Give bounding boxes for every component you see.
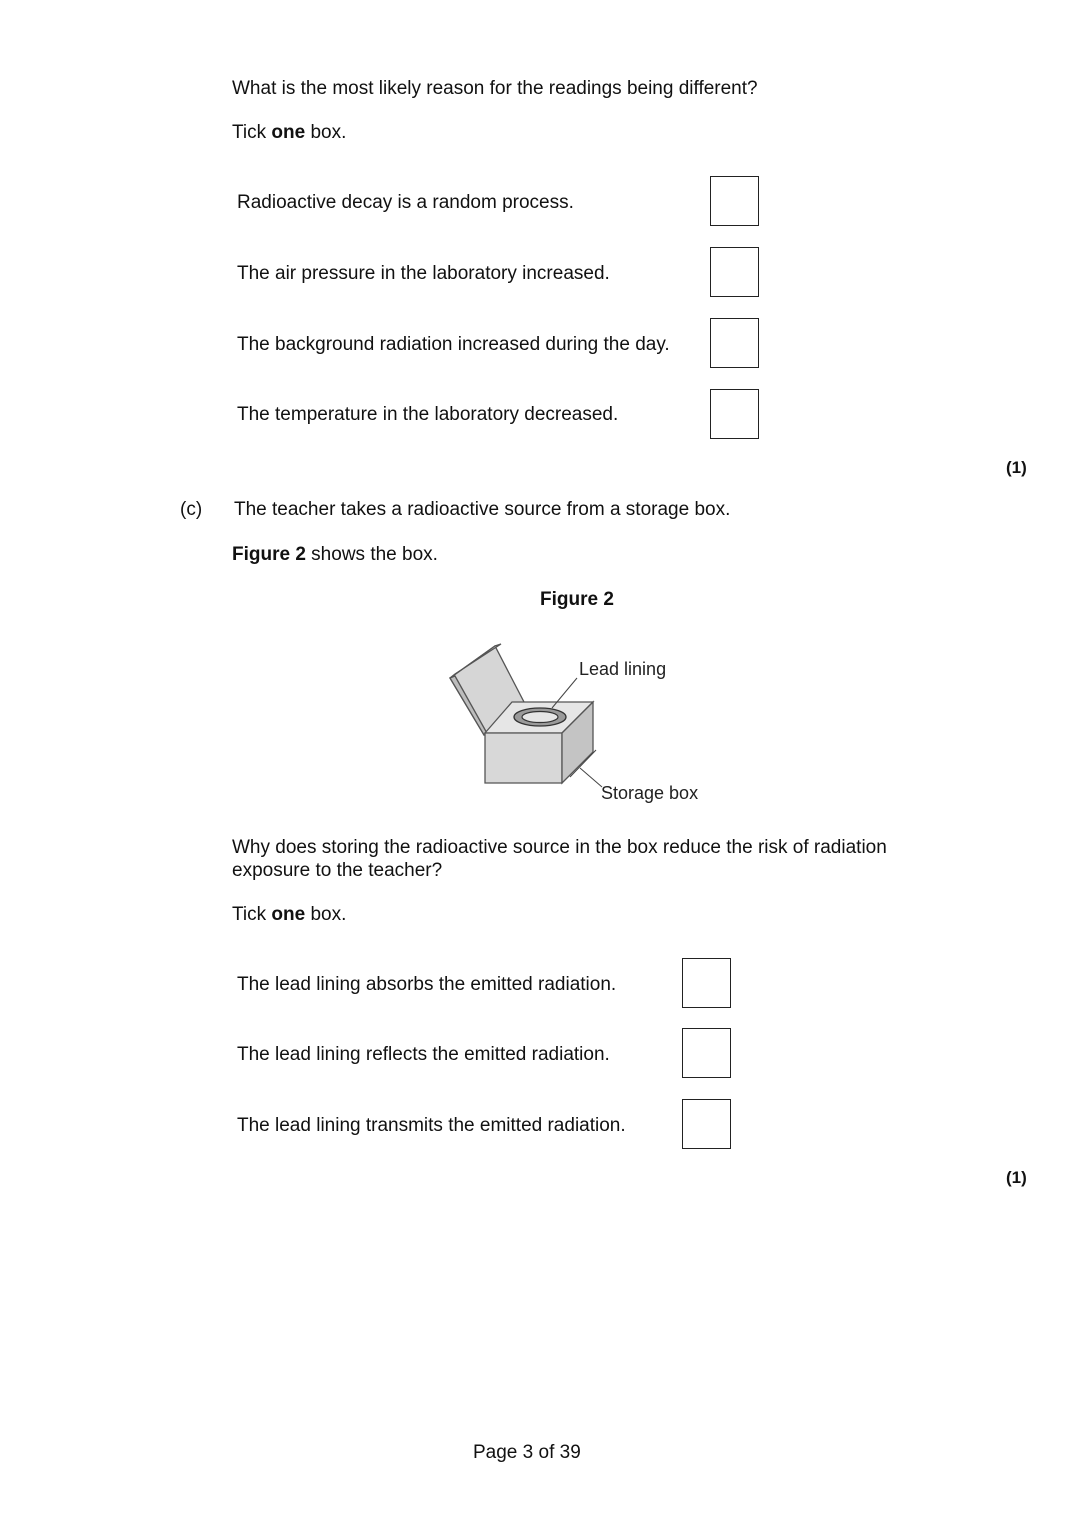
instruction-b: Tick one box. xyxy=(232,122,347,143)
figure-title: Figure 2 xyxy=(540,589,614,610)
storage-box-label: Storage box xyxy=(601,783,699,803)
marks-b: (1) xyxy=(1006,458,1027,477)
lead-lining-ring xyxy=(514,708,566,726)
instruction-c: Tick one box. xyxy=(232,904,347,925)
figure-reference: Figure 2 shows the box. xyxy=(232,544,438,565)
option-b-3-label: The background radiation increased during the day. xyxy=(237,334,670,355)
option-b-4-label: The temperature in the laboratory decreased. xyxy=(237,404,619,425)
box-leader-line xyxy=(580,768,602,787)
option-b-2-checkbox[interactable] xyxy=(710,247,759,297)
storage-box-figure xyxy=(440,640,730,815)
option-b-2-label: The air pressure in the laboratory increased. xyxy=(237,263,610,284)
option-c-1-checkbox[interactable] xyxy=(682,958,731,1008)
option-c-1-label: The lead lining absorbs the emitted radiation. xyxy=(237,974,617,995)
option-c-3-checkbox[interactable] xyxy=(682,1099,731,1149)
option-b-1-label: Radioactive decay is a random process. xyxy=(237,192,574,213)
part-c-intro: The teacher takes a radioactive source from a storage box. xyxy=(234,499,731,520)
option-b-3-checkbox[interactable] xyxy=(710,318,759,368)
option-b-4-checkbox[interactable] xyxy=(710,389,759,439)
question-c-line1: Why does storing the radioactive source in the box reduce the risk of radiation xyxy=(232,837,887,858)
page-footer: Page 3 of 39 xyxy=(473,1442,581,1463)
option-b-1-checkbox[interactable] xyxy=(710,176,759,226)
marks-c: (1) xyxy=(1006,1168,1027,1187)
question-c-line2: exposure to the teacher? xyxy=(232,860,443,881)
part-c-label: (c) xyxy=(180,499,203,520)
option-c-2-checkbox[interactable] xyxy=(682,1028,731,1078)
lead-lining-label: Lead lining xyxy=(579,659,667,679)
option-c-3-label: The lead lining transmits the emitted radiation. xyxy=(237,1115,626,1136)
option-c-2-label: The lead lining reflects the emitted radiation. xyxy=(237,1044,610,1065)
question-b-text: What is the most likely reason for the readings being different? xyxy=(232,78,758,99)
